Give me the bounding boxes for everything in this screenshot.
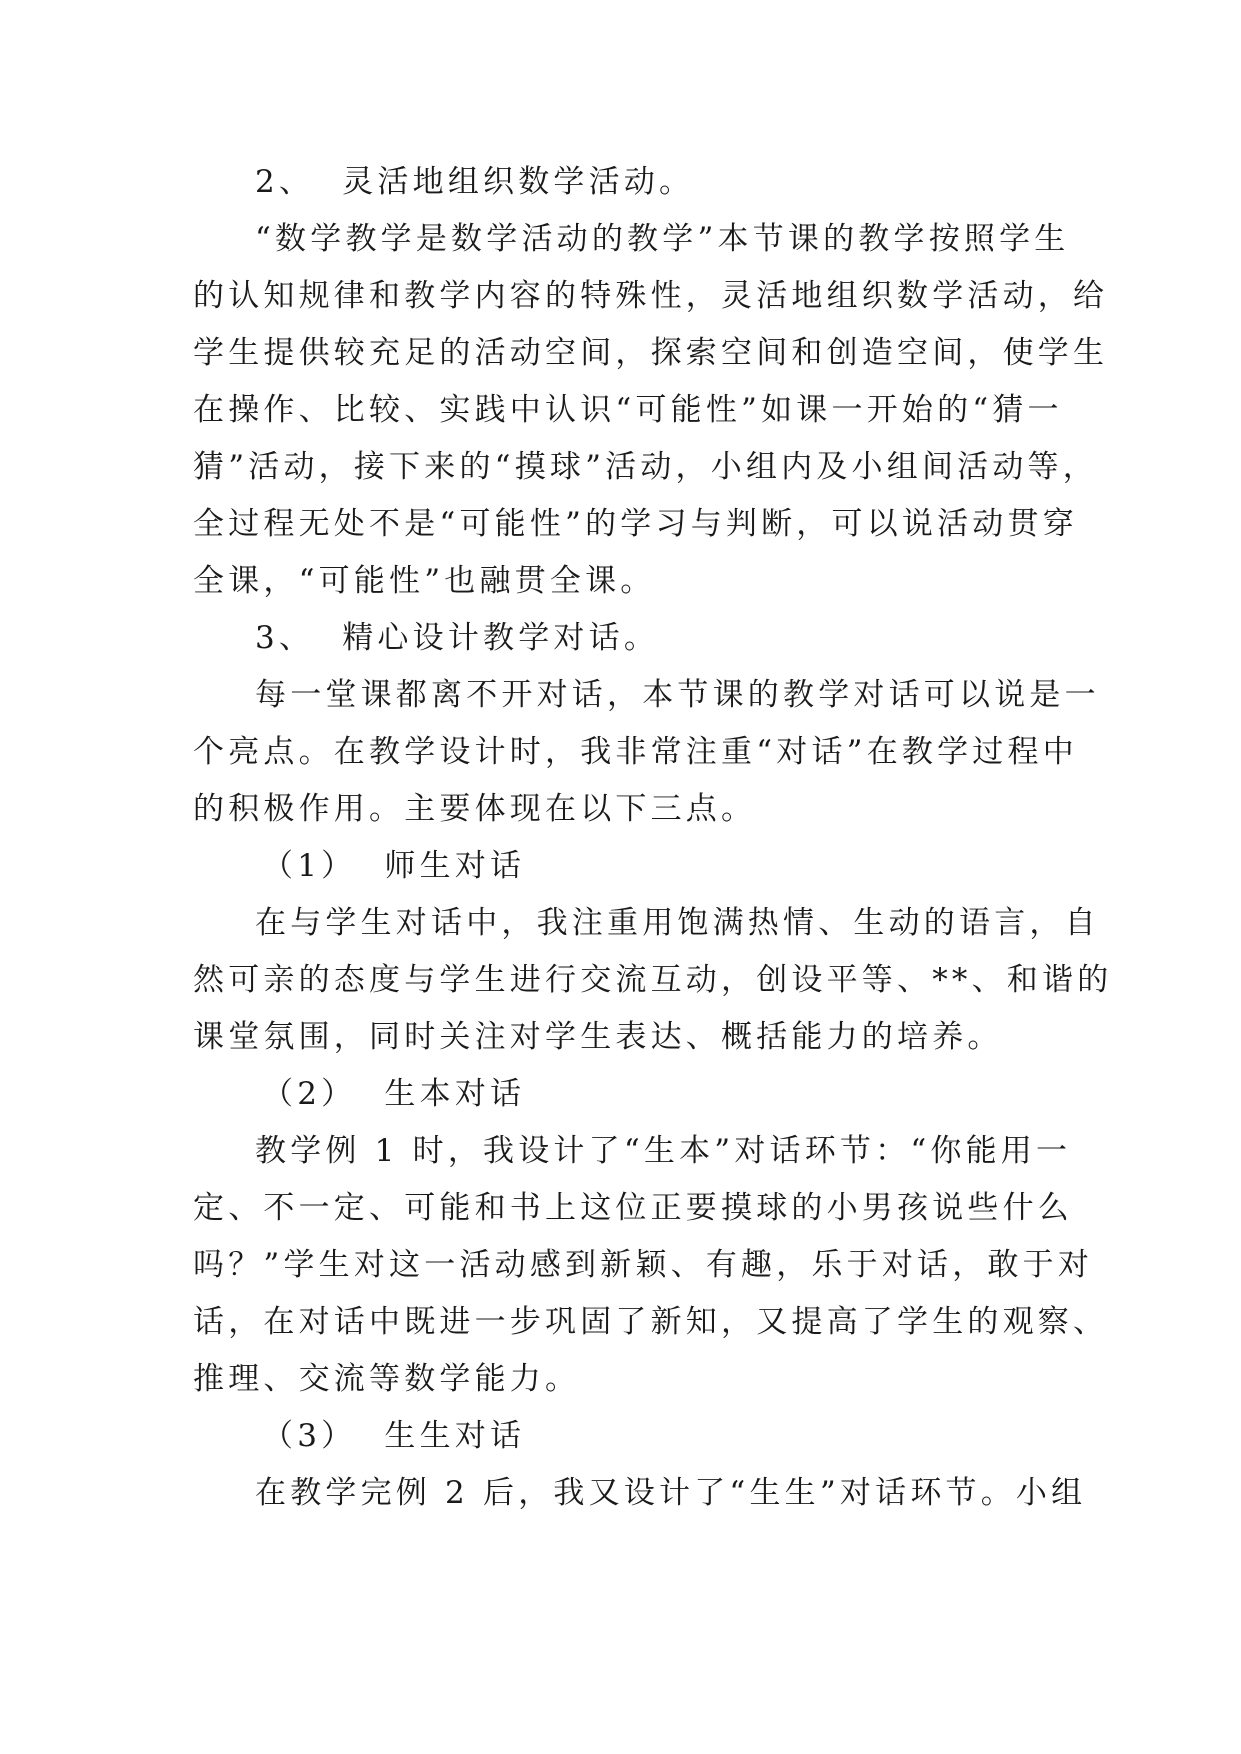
paragraph-line: 定、不一定、可能和书上这位正要摸球的小男孩说些什么	[193, 1190, 1073, 1226]
paragraph-line: 全过程无处不是“可能性”的学习与判断，可以说活动贯穿	[193, 506, 1078, 542]
paragraph-line: “数学教学是数学活动的教学”本节课的教学按照学生	[255, 221, 1070, 257]
paragraph-line: 在与学生对话中，我注重用饱满热情、生动的语言，自	[255, 905, 1100, 941]
paragraph-line: 学生提供较充足的活动空间，探索空间和创造空间，使学生	[193, 335, 1109, 371]
subheading-2: （2） 生本对话	[262, 1076, 526, 1112]
paragraph-line: 吗？”学生对这一活动感到新颖、有趣，乐于对话，敢于对	[193, 1247, 1094, 1283]
paragraph-line: 每一堂课都离不开对话，本节课的教学对话可以说是一	[255, 677, 1100, 713]
paragraph-line: 话，在对话中既进一步巩固了新知，又提高了学生的观察、	[193, 1304, 1109, 1340]
subheading-3: （3） 生生对话	[262, 1418, 526, 1454]
paragraph-line: 教学例 1 时，我设计了“生本”对话环节：“你能用一	[255, 1133, 1072, 1169]
heading-2: 2、 灵活地组织数学活动。	[255, 164, 695, 200]
paragraph-line: 课堂氛围，同时关注对学生表达、概括能力的培养。	[193, 1019, 1003, 1055]
paragraph-line: 个亮点。在教学设计时，我非常注重“对话”在教学过程中	[193, 734, 1078, 770]
paragraph-line: 在教学完例 2 后，我又设计了“生生”对话环节。小组	[255, 1475, 1087, 1511]
subheading-1: （1） 师生对话	[262, 848, 526, 884]
heading-3: 3、 精心设计教学对话。	[255, 620, 660, 656]
paragraph-line: 的认知规律和教学内容的特殊性，灵活地组织数学活动，给	[193, 278, 1109, 314]
paragraph-line: 推理、交流等数学能力。	[193, 1361, 581, 1397]
paragraph-line: 猜”活动，接下来的“摸球”活动，小组内及小组间活动等，	[193, 449, 1098, 485]
paragraph-line: 的积极作用。主要体现在以下三点。	[193, 791, 757, 827]
paragraph-line: 然可亲的态度与学生进行交流互动，创设平等、**、和谐的	[193, 962, 1113, 998]
paragraph-line: 全课，“可能性”也融贯全课。	[193, 563, 656, 599]
paragraph-line: 在操作、比较、实践中认识“可能性”如课一开始的“猜一	[193, 392, 1063, 428]
